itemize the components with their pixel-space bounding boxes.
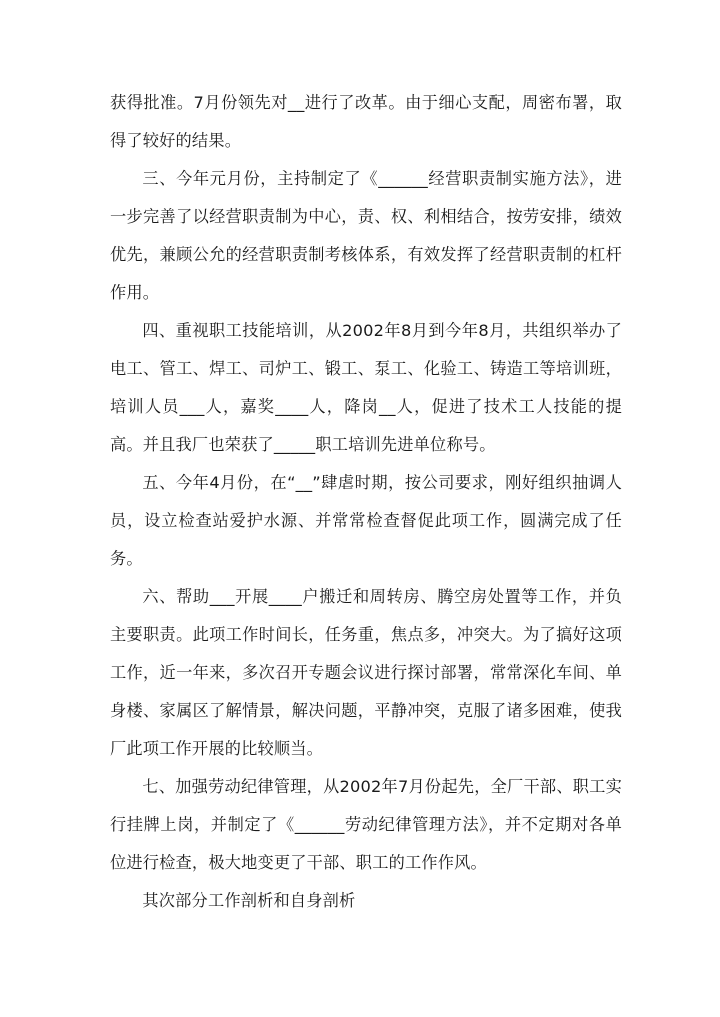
paragraph-item-6: 六、帮助___开展____户搬迁和周转房、腾空房处置等工作，并负主要职责。此项工作时间长，任务重，焦点多，冲突大。为了搞好这项工作，近一年来，多次召开专题会议进行探讨部署，常常深化车间、单身楼、家属区了解情景，解决问题，平静冲突，克服了诸多困难，使我厂此项工作开展的比较顺当。 (110, 587, 622, 758)
paragraph-item-5: 五、今年4月份，在“__”肆虐时期，按公司要求，刚好组织抽调人员，设立检查站爱护水源、并常常检查督促此项工作，圆满完成了任务。 (110, 473, 622, 568)
paragraph-item-7: 七、加强劳动纪律管理，从2002年7月份起先，全厂干部、职工实行挂牌上岗，并制定了《______劳动纪律管理方法》，并不定期对各单位进行检查，极大地变更了干部、职工的工作作风。 (110, 777, 622, 872)
paragraph-item-3: 三、今年元月份，主持制定了《______经营职责制实施方法》，进一步完善了以经营职责制为中心，责、权、利相结合，按劳安排，绩效优先，兼顾公允的经营职责制考核体系，有效发挥了经营职责制的杠杆作用。 (110, 169, 622, 302)
paragraph-continuation: 获得批准。7月份领先对__进行了改革。由于细心支配，周密布署，取得了较好的结果。 (110, 93, 622, 150)
paragraph-item-4: 四、重视职工技能培训，从2002年8月到今年8月，共组织举办了电工、管工、焊工、司炉工、锻工、泵工、化验工、铸造工等培训班，培训人员___人，嘉奖____人，降岗__人，促进了技术工人技能的提高。并且我厂也荣获了_____职工培训先进单位称号。 (110, 321, 622, 454)
document-body (110, 84, 622, 920)
section-heading: 其次部分工作剖析和自身剖析 (142, 891, 356, 910)
